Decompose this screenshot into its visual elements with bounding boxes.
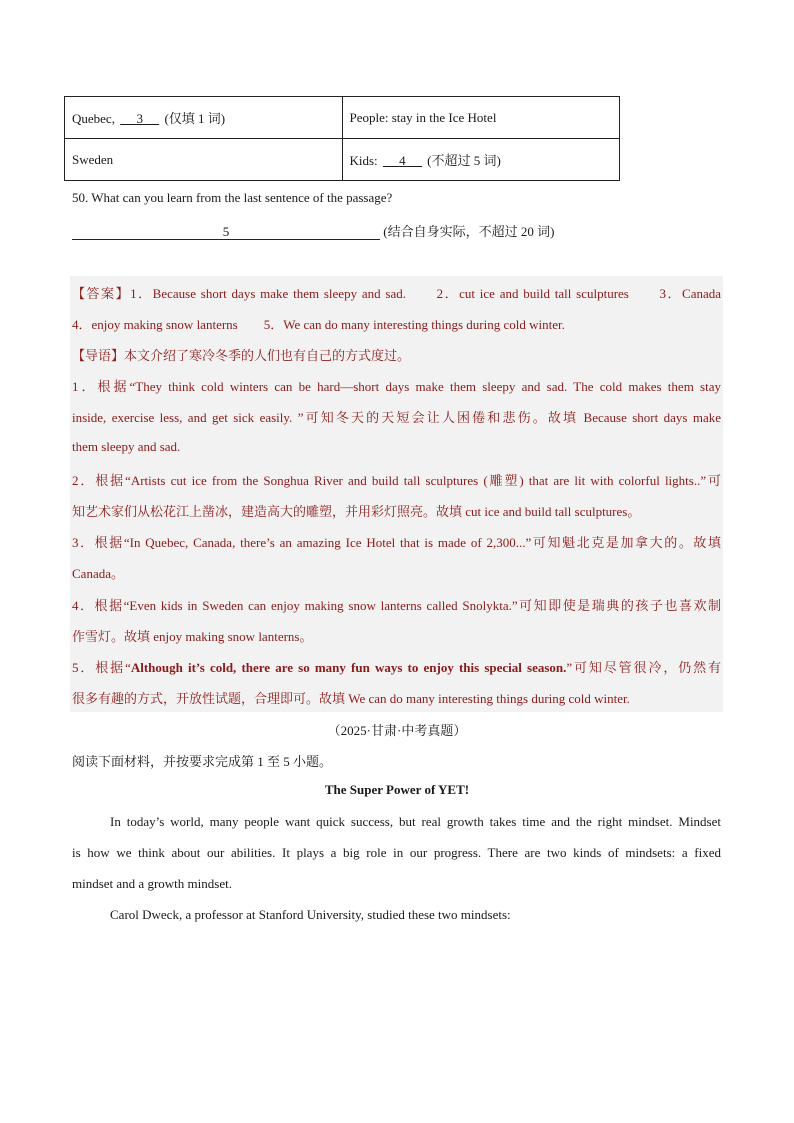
cell-note: (不超过 5 词) [427,153,501,168]
paragraph-line: Carol Dweck, a professor at Stanford University, studied these two mindsets: [110,907,511,922]
cell-text: Sweden [72,151,114,167]
guide-line: 【导语】本文介绍了寒冷冬季的人们也有自己的方式度过。 [72,348,411,363]
answer-line: 4．enjoy making snow lanterns 5．We can do many interesting things during cold winter. [72,317,565,332]
explanation-line: them sleepy and sad. [72,439,181,454]
fill-in-table [64,96,620,181]
blank-5: 5 [72,224,380,240]
paragraph-line: mindset and a growth mindset. [72,876,232,891]
cell-text: Quebec, [72,111,115,126]
table-row [65,97,620,139]
cell-note: (仅填 1 词) [164,111,226,126]
explanation-line: 知艺术家们从松花江上凿冰，建造高大的雕塑，并用彩灯照亮。故填 cut ice and build tall sculptures。 [72,504,641,519]
cell-text: People: stay in the Ice Hotel [349,109,497,125]
instruction-text: 阅读下面材料，并按要求完成第 1 至 5 小题。 [72,754,333,769]
table-cell [342,139,620,181]
explanation-line: inside, exercise less, and get sick easily. ”可知冬天的天短会让人困倦和悲伤。故填 Because short days make [72,410,721,425]
answer-note: (结合自身实际，不超过 20 词) [383,224,555,239]
answer-line-5 [72,221,554,240]
explanation-line: 3．根据“In Quebec, Canada, there’s an amazing Ice Hotel that is made of 2,300...”可知魁北克是加拿大的。故填 [72,535,721,550]
paragraph-line: In today’s world, many people want quick success, but real growth takes time and the right mindset. Mindset [110,814,721,829]
paragraph-line: is how we think about our abilities. It plays a big role in our progress. There are two kinds of mindsets: a fixed [72,845,721,860]
question-50: 50. What can you learn from the last sentence of the passage? [72,190,393,205]
table-row [65,139,620,181]
explanation-line: 作雪灯。故填 enjoy making snow lanterns。 [72,629,313,644]
blank-4: 4 [399,153,406,168]
explanation-line: 很多有趣的方式，开放性试题，合理即可。故填 We can do many interesting things during cold winter. [72,691,630,706]
explanation-line: 2．根据“Artists cut ice from the Songhua River and build tall sculptures (雕塑) that are lit with colorful lights..”可 [72,473,721,488]
table-cell [342,97,620,139]
explanation-line: 5．根据“Although it’s cold, there are so many fun ways to enjoy this special season.”可知尽管很冷，仍然有 [72,660,721,675]
explanation-line: 1．根据“They think cold winters can be hard—short days make them sleepy and sad. The cold makes them stay [72,379,721,394]
table-cell [65,139,343,181]
explanation-line: Canada。 [72,566,124,581]
answer-explanation-box [70,276,723,712]
passage-title: The Super Power of YET! [324,782,470,797]
bold-quote: Although it’s cold, there are so many fun ways to enjoy this special season. [130,660,567,675]
cell-text: Kids: [349,153,378,168]
blank-3: 3 [136,111,143,126]
source-label: （2025·甘肃·中考真题） [327,723,467,738]
answer-line: 【答案】1．Because short days make them sleepy and sad. 2．cut ice and build tall sculptures 3．Canada [72,286,721,301]
table-cell [65,97,343,139]
explanation-line: 4．根据“Even kids in Sweden can enjoy making snow lanterns called Snolykta.”可知即使是瑞典的孩子也喜欢制 [72,598,721,613]
